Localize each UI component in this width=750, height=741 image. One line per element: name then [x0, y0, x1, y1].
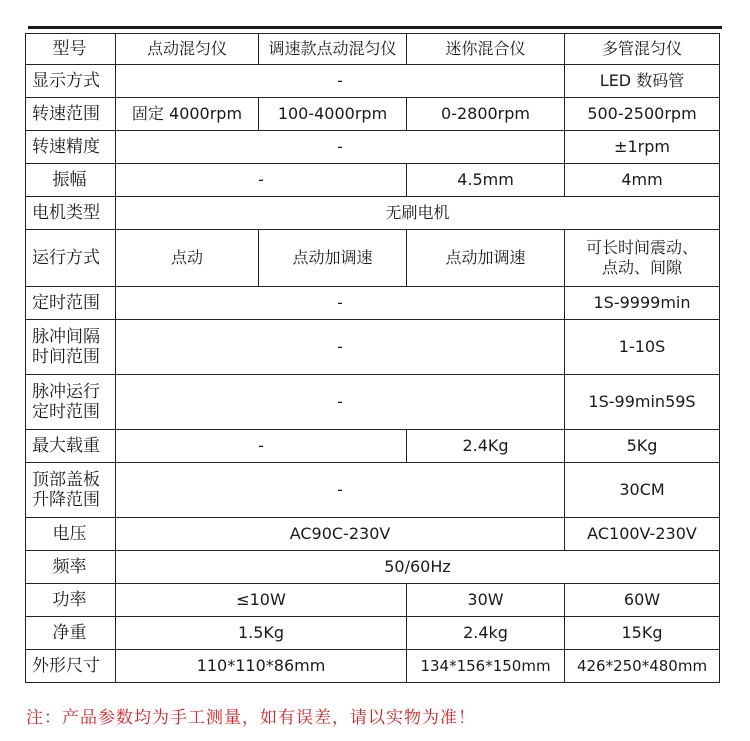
cell: -: [116, 320, 565, 375]
footnote: 注：产品参数均为手工测量，如有误差，请以实物为准！: [26, 708, 476, 728]
row-display: [26, 65, 720, 98]
row-label: 净重: [26, 617, 116, 650]
cell: 60W: [565, 584, 720, 617]
cell: 134*156*150mm: [407, 650, 565, 683]
row-pulse-interval: [26, 320, 720, 375]
cell: AC100V-230V: [565, 518, 720, 551]
label-line: 顶部盖板: [32, 470, 100, 490]
row-motor: [26, 197, 720, 230]
cell: 1-10S: [565, 320, 720, 375]
row-label: 最大载重: [26, 430, 116, 463]
cell: 1.5Kg: [116, 617, 407, 650]
row-power: [26, 584, 720, 617]
header-row: [26, 34, 720, 65]
cell: 5Kg: [565, 430, 720, 463]
row-label: 定时范围: [26, 287, 116, 320]
cell: 426*250*480mm: [565, 650, 720, 683]
cell: 110*110*86mm: [116, 650, 407, 683]
cell: 500-2500rpm: [565, 98, 720, 131]
cell: 50/60Hz: [116, 551, 720, 584]
cell: -: [116, 65, 565, 98]
cell: 固定 4000rpm: [116, 98, 259, 131]
row-label: [26, 320, 116, 375]
cell: 2.4Kg: [407, 430, 565, 463]
cell: -: [116, 463, 565, 518]
row-label: 电机类型: [26, 197, 116, 230]
row-label: 运行方式: [26, 230, 116, 287]
cell: -: [116, 164, 407, 197]
cell-line: 可长时间震动、: [585, 238, 698, 257]
header-col-2: 调速款点动混匀仪: [259, 34, 407, 65]
cell: 1S-9999min: [565, 287, 720, 320]
row-mode: [26, 230, 720, 287]
row-label: [26, 463, 116, 518]
row-voltage: [26, 518, 720, 551]
header-col-1: 点动混匀仪: [116, 34, 259, 65]
label-line: 升降范围: [32, 490, 100, 510]
header-model: 型号: [26, 34, 116, 65]
cell: -: [116, 287, 565, 320]
spec-table: [25, 33, 720, 683]
cell: 0-2800rpm: [407, 98, 565, 131]
cell: 30CM: [565, 463, 720, 518]
row-label: 外形尺寸: [26, 650, 116, 683]
row-timer: [26, 287, 720, 320]
row-frequency: [26, 551, 720, 584]
cell: 15Kg: [565, 617, 720, 650]
row-weight: [26, 617, 720, 650]
cell: 100-4000rpm: [259, 98, 407, 131]
row-label: [26, 375, 116, 430]
row-max-load: [26, 430, 720, 463]
cell: 4.5mm: [407, 164, 565, 197]
header-col-4: 多管混匀仪: [565, 34, 720, 65]
cell: 点动加调速: [259, 230, 407, 287]
cell: 无刷电机: [116, 197, 720, 230]
row-label: 转速精度: [26, 131, 116, 164]
row-label: 功率: [26, 584, 116, 617]
cell: -: [116, 375, 565, 430]
cell: -: [116, 131, 565, 164]
label-line: 时间范围: [32, 347, 100, 367]
cell: -: [116, 430, 407, 463]
row-label: 显示方式: [26, 65, 116, 98]
row-speed: [26, 98, 720, 131]
cell: 4mm: [565, 164, 720, 197]
cell: LED 数码管: [565, 65, 720, 98]
cell: 2.4kg: [407, 617, 565, 650]
cell: [565, 230, 720, 287]
cell-line: 点动、间隙: [601, 258, 682, 277]
cell: 30W: [407, 584, 565, 617]
row-precision: [26, 131, 720, 164]
row-label: 振幅: [26, 164, 116, 197]
cell: ±1rpm: [565, 131, 720, 164]
cell: AC90C-230V: [116, 518, 565, 551]
label-line: 脉冲运行: [32, 382, 100, 402]
cell: ≤10W: [116, 584, 407, 617]
top-rule: [28, 26, 722, 29]
cell: 点动加调速: [407, 230, 565, 287]
row-label: 频率: [26, 551, 116, 584]
row-dimensions: [26, 650, 720, 683]
label-line: 脉冲间隔: [32, 327, 100, 347]
row-lid: [26, 463, 720, 518]
row-label: 电压: [26, 518, 116, 551]
cell: 点动: [116, 230, 259, 287]
row-label: 转速范围: [26, 98, 116, 131]
row-pulse-run: [26, 375, 720, 430]
label-line: 定时范围: [32, 402, 100, 422]
cell: 1S-99min59S: [565, 375, 720, 430]
header-col-3: 迷你混合仪: [407, 34, 565, 65]
row-amplitude: [26, 164, 720, 197]
